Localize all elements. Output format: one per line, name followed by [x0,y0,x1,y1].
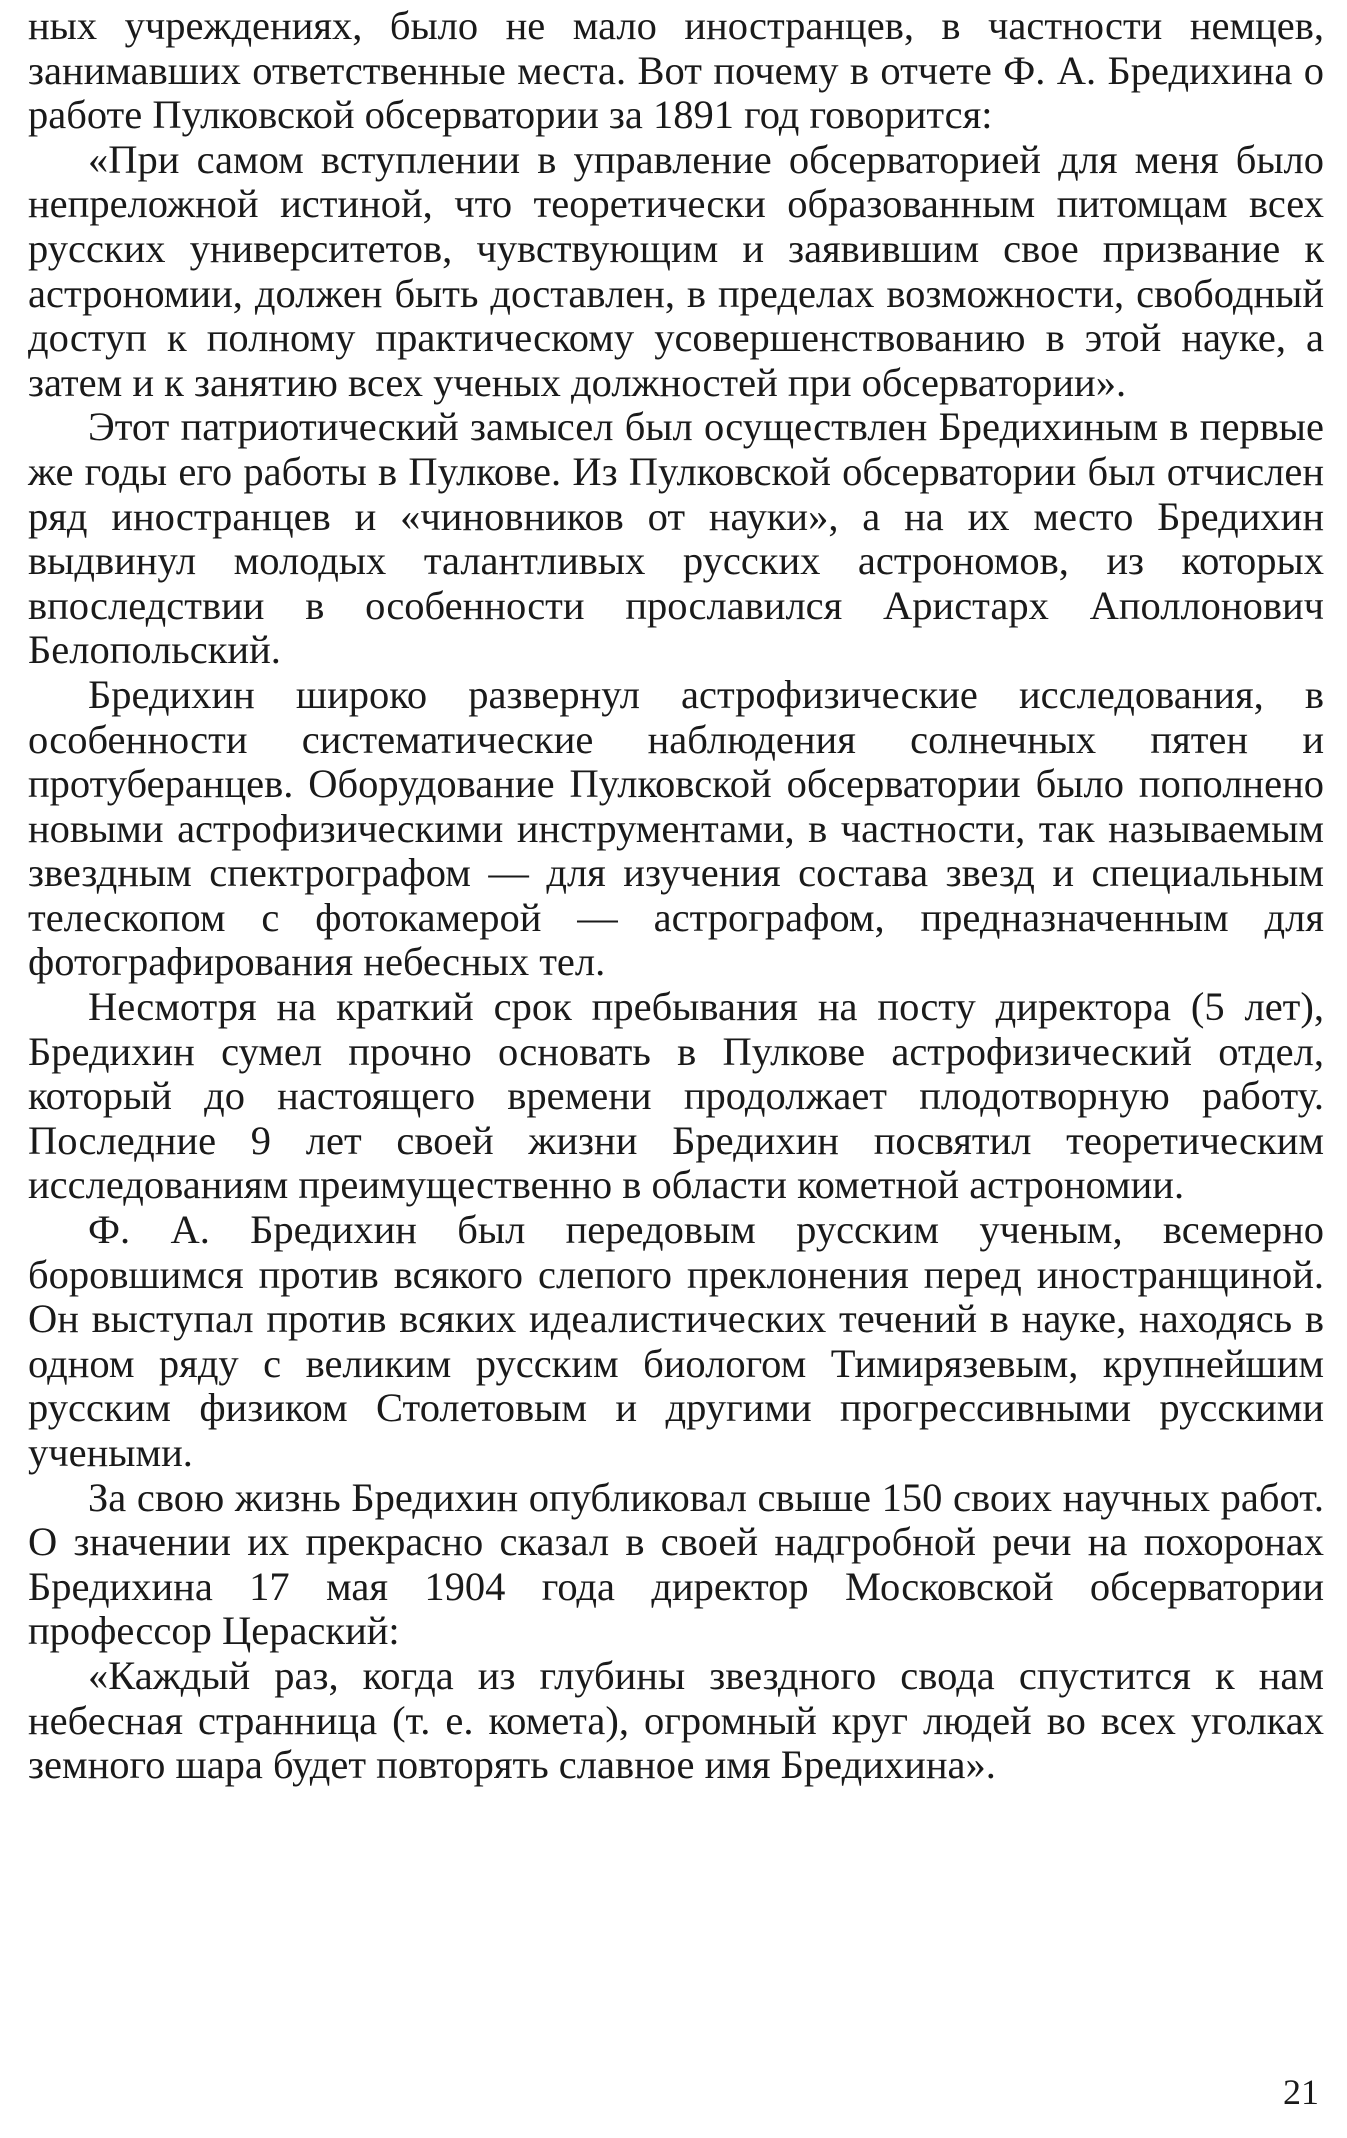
paragraph-7: За свою жизнь Бредихин опубликовал свыше 150 своих научных работ. О значении их прекрасно сказал в своей надгробной речи на похоронах Бредихина 17 мая 1904 года директор Московской обсерватории профессор Цераский: [28,1474,1324,1654]
document-page [28,4,1324,2124]
paragraph-2-quote: «При самом вступлении в управление обсерваторией для меня было непреложной истиной, что теоретически образованным питомцам всех русских университетов, чувствующим и заявившим свое призвание к астрономии, должен быть доставлен, в пределах возможности, свободный доступ к полному практическому усовершенствованию в этой науке, а затем и к занятию всех ученых должностей при обсерватории». [28,136,1324,405]
page-number: 21 [1283,2072,1319,2112]
paragraph-8-quote: «Каждый раз, когда из глубины звездного свода спустится к нам небесная странница (т. е. комета), огромный круг людей во всех уголках земного шара будет повторять славное имя Бредихина». [28,1652,1324,1788]
paragraph-5: Несмотря на краткий срок пребывания на посту директора (5 лет), Бредихин сумел прочно основать в Пулкове астрофизический отдел, который до настоящего времени продолжает плодотворную работу. Последние 9 лет своей жизни Бредихин посвятил теоретическим исследованиям преимущественно в области кометной астрономии. [28,984,1324,1208]
paragraph-4: Бредихин широко развернул астрофизические исследования, в особенности систематические наблюдения солнечных пятен и протуберанцев. Оборудование Пулковской обсерватории было пополнено новыми астрофизическими инструментами, в частности, так называемым звездным спектрографом — для изучения состава звезд и специальным телескопом с фотокамерой — астрографом, предназначенным для фотографирования небесных тел. [28,671,1324,985]
paragraph-6: Ф. А. Бредихин был передовым русским ученым, всемерно боровшимся против всякого слепого преклонения перед иностранщиной. Он выступал против всяких идеалистических течений в науке, находясь в одном ряду с великим русским биологом Тимирязевым, крупнейшим русским физиком Столетовым и другими прогрессивными русскими учеными. [28,1207,1324,1475]
paragraph-3: Этот патриотический замысел был осуществлен Бредихиным в первые же годы его работы в Пулкове. Из Пулковской обсерватории был отчислен ряд иностранцев и «чиновников от науки», а на их место Бредихин выдвинул молодых талантливых русских астрономов, из которых впоследствии в особенности прославился Аристарх Аполлонович Белопольский. [28,404,1324,673]
paragraph-1: ных учреждениях, было не мало иностранцев, в частности немцев, занимавших ответственные места. Вот почему в отчете Ф. А. Бредихина о работе Пулковской обсерватории за 1891 год говорится: [28,3,1324,138]
